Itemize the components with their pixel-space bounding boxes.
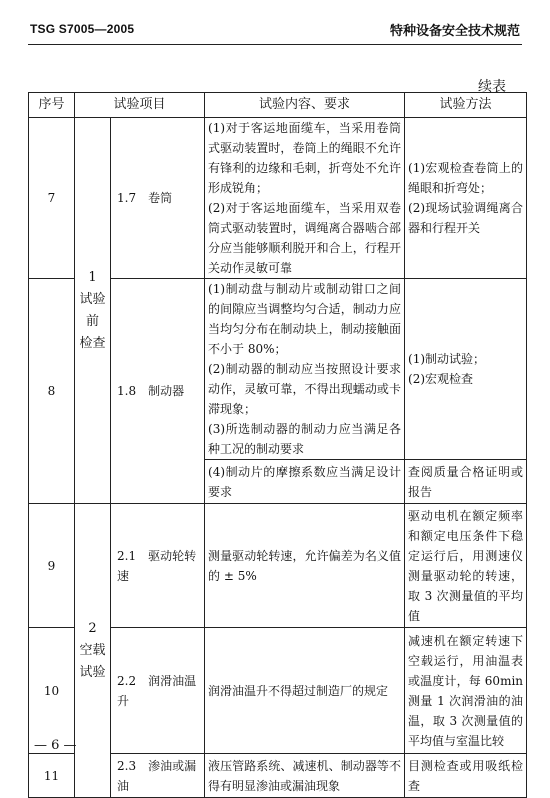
- page-number: — 6 —: [34, 738, 77, 753]
- standard-code: TSG S7005—2005: [30, 22, 135, 36]
- test-method: 目测检查或用吸纸检查: [405, 754, 527, 798]
- test-method: (1)制动试验； (2)宏观检查: [405, 279, 527, 460]
- test-content: 润滑油温升不得超过制造厂的规定: [205, 628, 405, 754]
- col-header-method: 试验方法: [405, 93, 527, 118]
- test-content: (4)制动片的摩擦系数应当满足设计要求: [205, 460, 405, 504]
- test-method: (1)宏观检查卷筒上的绳眼和折弯处； (2)现场试验调绳离合器和行程开关: [405, 118, 527, 279]
- inspection-table: [28, 92, 527, 798]
- test-item: 1.7 卷筒: [111, 118, 205, 279]
- test-item: 2.2 润滑油温升: [111, 628, 205, 754]
- col-header-content: 试验内容、要求: [205, 93, 405, 118]
- test-item: 1.8 制动器: [111, 279, 205, 504]
- test-content: (1)制动盘与制动片或制动钳口之间的间隙应当调整均匀合适，制动力应当均匀分布在制动块上，制动接触面不小于 80%； (2)制动器的制动应当按照设计要求动作，灵敏可靠，不得出现蠕动或卡滞现象； (3)所选制动器的制动力应当满足各种工况的制动要求: [205, 279, 405, 460]
- section-pre-test-inspection: [75, 118, 111, 504]
- col-header-item: 试验项目: [75, 93, 205, 118]
- row-number: 9: [29, 504, 75, 628]
- col-header-no: 序号: [29, 93, 75, 118]
- section-label: 1 试验 前 检查: [79, 269, 106, 351]
- table-header-row: [29, 93, 527, 118]
- row-number: 11: [29, 754, 75, 798]
- section-no-load-test: [75, 504, 111, 798]
- table-row: [29, 504, 527, 628]
- document-title: 特种设备安全技术规范: [389, 24, 520, 39]
- row-number: 10: [29, 628, 75, 754]
- test-item: 2.3 渗油或漏油: [111, 754, 205, 798]
- test-item: 2.1 驱动轮转速: [111, 504, 205, 628]
- test-content: 液压管路系统、减速机、制动器等不得有明显渗油或漏油现象: [205, 754, 405, 798]
- header-rule: [28, 44, 522, 45]
- continued-label: 续表: [478, 79, 506, 95]
- test-content: 测量驱动轮转速，允许偏差为名义值的 ± 5%: [205, 504, 405, 628]
- test-method: 查阅质量合格证明或报告: [405, 460, 527, 504]
- test-content: (1)对于客运地面缆车，当采用卷筒式驱动装置时，卷筒上的绳眼不允许有锋利的边缘和毛刺，折弯处不允许形成锐角； (2)对于客运地面缆车，当采用双卷筒式驱动装置时，调绳离合器啮合部分应当能够顺利脱开和合上，行程开关动作灵敏可靠: [205, 118, 405, 279]
- row-number: 8: [29, 279, 75, 504]
- section-label: 2 空载 试验: [79, 620, 106, 680]
- table-row: [29, 118, 527, 279]
- row-number: 7: [29, 118, 75, 279]
- test-method: 驱动电机在额定频率和额定电压条件下稳定运行后，用测速仪测量驱动轮的转速，取 3 次测量值的平均值: [405, 504, 527, 628]
- test-method: 减速机在额定转速下空载运行，用油温表或温度计，每 60min 测量 1 次润滑油的油温，取 3 次测量值的平均值与室温比较: [405, 628, 527, 754]
